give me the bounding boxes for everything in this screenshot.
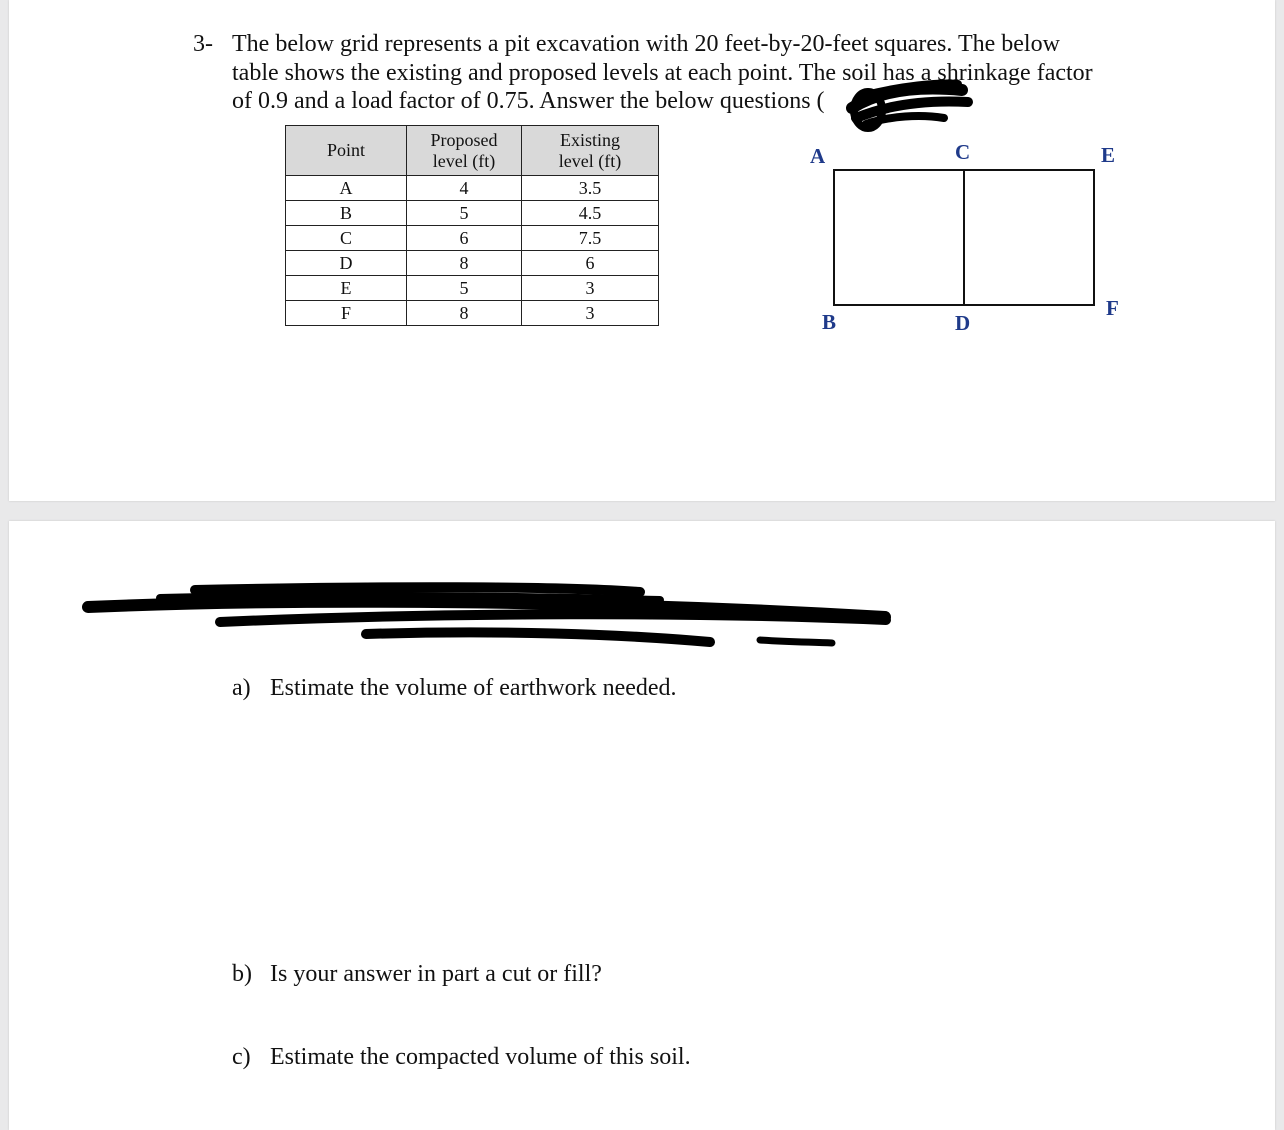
table-header: Proposed level (ft) — [407, 126, 522, 176]
question-line: of 0.9 and a load factor of 0.75. Answer the below questions ( — [232, 88, 825, 114]
table-cell: 5 — [407, 276, 522, 301]
table-cell: 7.5 — [522, 226, 659, 251]
table-cell: 3.5 — [522, 176, 659, 201]
table-cell: 8 — [407, 251, 522, 276]
table-cell: 3 — [522, 301, 659, 326]
part-a — [232, 674, 677, 702]
part-text: Estimate the volume of earthwork needed. — [270, 675, 677, 701]
table-cell: C — [286, 226, 407, 251]
table-row — [286, 176, 659, 201]
table-cell: 4.5 — [522, 201, 659, 226]
part-label: a) — [232, 675, 251, 701]
table-row — [286, 301, 659, 326]
table-row — [286, 251, 659, 276]
table-row — [286, 201, 659, 226]
part-label: c) — [232, 1044, 251, 1070]
table-cell: 4 — [407, 176, 522, 201]
table-cell: F — [286, 301, 407, 326]
table-cell: B — [286, 201, 407, 226]
levels-table — [285, 125, 659, 326]
grid-label-e: E — [1101, 143, 1116, 167]
table-header-row — [286, 126, 659, 176]
part-b — [232, 960, 602, 988]
grid-label-c: C — [955, 140, 971, 164]
part-label: b) — [232, 961, 252, 987]
excavation-grid — [800, 130, 1140, 345]
table-row — [286, 226, 659, 251]
part-text: Is your answer in part a cut or fill? — [270, 961, 602, 987]
table-row — [286, 276, 659, 301]
grid-label-b: B — [822, 310, 837, 334]
part-text: Estimate the compacted volume of this soil. — [270, 1044, 691, 1070]
grid-label-d: D — [955, 311, 971, 335]
table-cell: 6 — [407, 226, 522, 251]
question-line: table shows the existing and proposed levels at each point. The soil has a shrinkage factor — [232, 59, 1093, 86]
question-line: The below grid represents a pit excavation with 20 feet-by-20-feet squares. The below — [232, 31, 1060, 57]
table-cell: E — [286, 276, 407, 301]
grid-label-a: A — [810, 144, 826, 168]
grid-label-f: F — [1106, 296, 1119, 320]
table-cell: 6 — [522, 251, 659, 276]
question-text — [232, 30, 1132, 116]
table-header: Existing level (ft) — [522, 126, 659, 176]
table-cell: D — [286, 251, 407, 276]
table-cell: 5 — [407, 201, 522, 226]
table-cell: A — [286, 176, 407, 201]
table-cell: 3 — [522, 276, 659, 301]
part-c — [232, 1043, 691, 1071]
page-2 — [9, 521, 1275, 1130]
question-number: 3- — [193, 31, 213, 57]
table-cell: 8 — [407, 301, 522, 326]
table-header: Point — [286, 126, 407, 176]
